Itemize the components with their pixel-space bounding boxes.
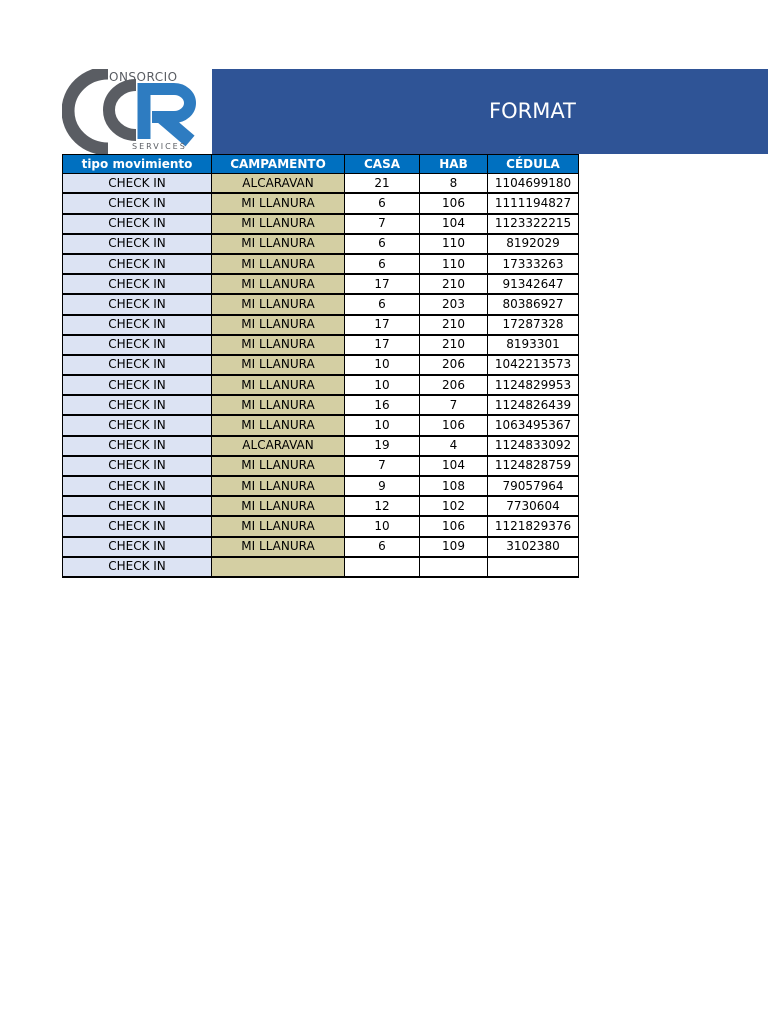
cell-campamento[interactable]: MI LLANURA [212,456,345,476]
table-row [63,254,579,274]
cell-cedula[interactable]: 1124826439 [488,395,579,415]
cell-cedula[interactable] [488,557,579,577]
cell-cedula[interactable]: 91342647 [488,274,579,294]
cell-tipo-movimiento[interactable]: CHECK IN [63,395,212,415]
table-row [63,274,579,294]
table-row [63,456,579,476]
table-row [63,415,579,435]
cell-cedula[interactable]: 1121829376 [488,516,579,536]
cell-cedula[interactable]: 17287328 [488,315,579,335]
cell-tipo-movimiento[interactable]: CHECK IN [63,254,212,274]
cell-casa[interactable]: 6 [345,234,420,254]
table-row [63,214,579,234]
table-row [63,355,579,375]
header-campamento[interactable]: CAMPAMENTO [212,155,345,174]
cell-campamento[interactable]: MI LLANURA [212,516,345,536]
cell-tipo-movimiento[interactable]: CHECK IN [63,214,212,234]
cell-cedula[interactable]: 8193301 [488,335,579,355]
table-row [63,335,579,355]
cell-casa[interactable]: 12 [345,496,420,516]
header-tipo-movimiento[interactable]: tipo movimiento [63,155,212,174]
table-row [63,375,579,395]
cell-casa[interactable]: 17 [345,274,420,294]
cell-casa[interactable]: 10 [345,355,420,375]
cell-tipo-movimiento[interactable]: CHECK IN [63,476,212,496]
cell-campamento[interactable]: ALCARAVAN [212,436,345,456]
cell-hab[interactable]: 7 [420,395,488,415]
cell-cedula[interactable]: 1104699180 [488,174,579,194]
cell-casa[interactable]: 7 [345,214,420,234]
cell-tipo-movimiento[interactable]: CHECK IN [63,375,212,395]
cell-hab[interactable]: 210 [420,335,488,355]
cell-hab[interactable]: 210 [420,274,488,294]
cell-tipo-movimiento[interactable]: CHECK IN [63,516,212,536]
cell-casa[interactable]: 10 [345,516,420,536]
cell-campamento[interactable]: MI LLANURA [212,395,345,415]
cell-campamento[interactable]: MI LLANURA [212,415,345,435]
table-row [63,294,579,314]
cell-cedula[interactable]: 17333263 [488,254,579,274]
cell-hab[interactable]: 206 [420,375,488,395]
cell-tipo-movimiento[interactable]: CHECK IN [63,193,212,213]
cell-tipo-movimiento[interactable]: CHECK IN [63,557,212,577]
cell-tipo-movimiento[interactable]: CHECK IN [63,294,212,314]
cell-cedula[interactable]: 7730604 [488,496,579,516]
cell-tipo-movimiento[interactable]: CHECK IN [63,234,212,254]
cell-casa[interactable]: 9 [345,476,420,496]
table-row [63,234,579,254]
table-row [63,436,579,456]
cell-hab[interactable]: 106 [420,415,488,435]
cell-campamento[interactable]: MI LLANURA [212,335,345,355]
cell-campamento[interactable]: MI LLANURA [212,476,345,496]
cell-tipo-movimiento[interactable]: CHECK IN [63,537,212,557]
cell-campamento[interactable]: MI LLANURA [212,274,345,294]
header-hab[interactable]: HAB [420,155,488,174]
cell-hab[interactable]: 206 [420,355,488,375]
logo-text-bottom: SERVICES [132,142,187,151]
cell-hab[interactable]: 8 [420,174,488,194]
logo-text-top: ONSORCIO [109,70,178,84]
cell-campamento[interactable]: MI LLANURA [212,294,345,314]
cell-hab[interactable]: 106 [420,193,488,213]
cell-cedula[interactable]: 1123322215 [488,214,579,234]
company-logo [62,69,212,155]
cell-campamento[interactable]: MI LLANURA [212,254,345,274]
cell-tipo-movimiento[interactable]: CHECK IN [63,355,212,375]
table-row [63,557,579,577]
table-row [63,174,579,194]
cell-casa[interactable]: 6 [345,254,420,274]
cell-casa[interactable] [345,557,420,577]
table-row [63,476,579,496]
cell-hab[interactable]: 102 [420,496,488,516]
cell-tipo-movimiento[interactable]: CHECK IN [63,456,212,476]
cell-campamento[interactable]: MI LLANURA [212,214,345,234]
cell-cedula[interactable]: 8192029 [488,234,579,254]
cell-tipo-movimiento[interactable]: CHECK IN [63,496,212,516]
cell-campamento[interactable]: MI LLANURA [212,537,345,557]
cell-campamento[interactable]: MI LLANURA [212,315,345,335]
consorcio-ccr-logo-graphic [62,69,212,155]
cell-campamento[interactable]: MI LLANURA [212,496,345,516]
banner-title: FORMAT [489,99,576,123]
cell-cedula[interactable]: 80386927 [488,294,579,314]
cell-hab[interactable]: 203 [420,294,488,314]
cell-hab[interactable]: 106 [420,516,488,536]
header-cedula[interactable]: CÉDULA [488,155,579,174]
cell-cedula[interactable]: 1124833092 [488,436,579,456]
table-row [63,516,579,536]
cell-tipo-movimiento[interactable]: CHECK IN [63,335,212,355]
cell-cedula[interactable]: 1124829953 [488,375,579,395]
cell-casa[interactable]: 16 [345,395,420,415]
cell-campamento[interactable]: MI LLANURA [212,375,345,395]
table-row [63,395,579,415]
cell-hab[interactable]: 104 [420,214,488,234]
cell-hab[interactable]: 210 [420,315,488,335]
cell-tipo-movimiento[interactable]: CHECK IN [63,315,212,335]
cell-campamento[interactable] [212,557,345,577]
cell-campamento[interactable]: MI LLANURA [212,355,345,375]
cell-tipo-movimiento[interactable]: CHECK IN [63,415,212,435]
cell-casa[interactable]: 21 [345,174,420,194]
cell-tipo-movimiento[interactable]: CHECK IN [63,174,212,194]
cell-casa[interactable]: 10 [345,415,420,435]
cell-cedula[interactable]: 3102380 [488,537,579,557]
cell-hab[interactable]: 109 [420,537,488,557]
cell-casa[interactable]: 19 [345,436,420,456]
cell-cedula[interactable]: 1111194827 [488,193,579,213]
cell-casa[interactable]: 10 [345,375,420,395]
table-row [63,496,579,516]
cell-casa[interactable]: 7 [345,456,420,476]
cell-casa[interactable]: 6 [345,537,420,557]
table-header-row [63,155,579,174]
cell-campamento[interactable]: ALCARAVAN [212,174,345,194]
cell-casa[interactable]: 6 [345,294,420,314]
cell-cedula[interactable]: 1042213573 [488,355,579,375]
cell-cedula[interactable]: 79057964 [488,476,579,496]
cell-hab[interactable]: 104 [420,456,488,476]
header-casa[interactable]: CASA [345,155,420,174]
check-in-table [62,154,579,578]
cell-hab[interactable]: 108 [420,476,488,496]
cell-tipo-movimiento[interactable]: CHECK IN [63,274,212,294]
cell-tipo-movimiento[interactable]: CHECK IN [63,436,212,456]
cell-casa[interactable]: 6 [345,193,420,213]
table-row [63,315,579,335]
cell-hab[interactable]: 110 [420,234,488,254]
cell-hab[interactable]: 110 [420,254,488,274]
table-row [63,537,579,557]
cell-hab[interactable]: 4 [420,436,488,456]
cell-cedula[interactable]: 1063495367 [488,415,579,435]
cell-campamento[interactable]: MI LLANURA [212,193,345,213]
cell-casa[interactable]: 17 [345,315,420,335]
cell-hab[interactable] [420,557,488,577]
cell-casa[interactable]: 17 [345,335,420,355]
cell-campamento[interactable]: MI LLANURA [212,234,345,254]
cell-cedula[interactable]: 1124828759 [488,456,579,476]
title-banner [212,69,768,154]
table-row [63,193,579,213]
